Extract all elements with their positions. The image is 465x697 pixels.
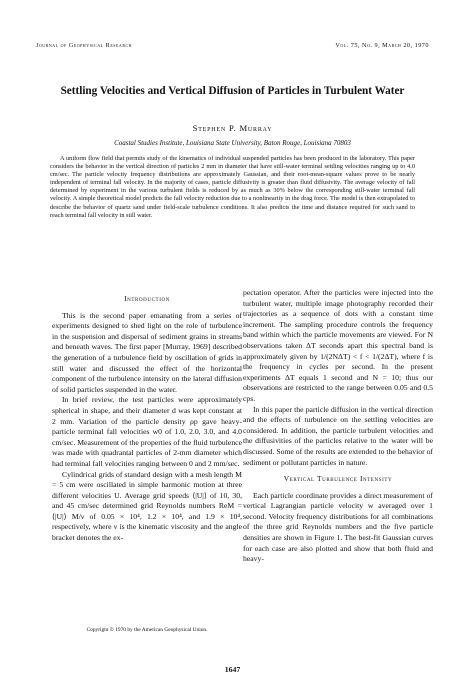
abstract: A uniform flow field that permits study of the kinematics of individual suspended particles has been produced in the laboratory. This paper considers the behavior in the vertical direction of particles 2 mm in diameter that have still-water terminal settling velocities ranging up to 4.0 cm/sec. The particle velocity frequency distributions are approximately Gaussian, and their root-mean-square values prove to be nearly independent of terminal fall velocity. In the majority of cases, particle diffusivity is greater than fluid diffusivity. The average velocity of fall determined by experiment in the various turbulent fields is reduced by as much as 30% below the corresponding still-water terminal fall velocity. A simple theoretical model predicts the fall velocity reduction due to a nonlinearity in the drag force. The model is then extrapolated to describe the behavior of quartz sand under field-scale turbulence conditions. It also predicts the time and distance required for such sand to reach terminal fall velocity in still water. xyxy=(50,155,415,219)
author-name: Stephen P. Murray xyxy=(192,123,273,133)
paragraph: Each particle coordinate provides a direct measurement of vertical Lagrangian particle velocity w averaged over 1 second. Velocity frequency distributions for all combinations of the three grid Reynolds numbers and the five particle densities are shown in Figure 1. The best-fit Gaussian curves for each case are also plotted and show that both fluid and heavy- xyxy=(243,490,433,564)
page-number: 1647 xyxy=(224,665,241,674)
volume-issue: Vol. 75, No. 9, March 20, 1970 xyxy=(335,42,429,49)
paragraph: Cylindrical grids of standard design with a mesh length M = 5 cm were oscillated in simple harmonic motion at three different velocities U. Average grid speeds ⟨|U|⟩ of 10, 30, and 45 cm/sec determined grid Reynolds numbers ReM = ⟨|U|⟩ M/ν of 0.05 × 10⁴, 1.2 × 10⁴, and 1.9 × 10⁴, respectively, where ν is the kinematic viscosity and the angle bracket denotes the ex- xyxy=(52,469,242,543)
author-affiliation: Coastal Studies Institute, Louisiana State University, Baton Rouge, Louisiana 70803 xyxy=(114,139,351,147)
article-title: Settling Velocities and Vertical Diffusion of Particles in Turbulent Water xyxy=(60,85,405,97)
journal-name: Journal of Geophysical Research xyxy=(36,42,133,49)
paragraph: In this paper the particle diffusion in the vertical direction and the effects of turbulence on the settling velocities are considered. In addition, the particle turbulent velocities and the diffusivities of the particles relative to the water will be discussed. Some of the results are extended to the behavior of sediment or pollutant particles in nature. xyxy=(243,404,433,467)
running-head xyxy=(36,42,429,49)
section-heading-introduction: Introduction xyxy=(124,294,170,303)
paragraph: This is the second paper emanating from a series of experiments designed to shed light on the role of turbulence in the suspension and dispersal of sediment grains in streams and beneath waves. The first paper [Murray, 1969] described the generation of a turbulence field by oscillation of grids in still water and discussed the effect of the horizontal component of the turbulence intensity on the lateral diffusion of solid particles suspended in the water. xyxy=(52,310,242,394)
section-heading-vertical-turbulence: Vertical Turbulence Intensity xyxy=(283,474,393,484)
paragraph: In brief review, the test particles were approximately spherical in shape, and their diameter d was kept constant at 2 mm. Variation of the particle density ρp gave heavy-particle terminal fall velocities w0 of 1.0, 2.0, 3.0, and 4.0 cm/sec. Measurement of the properties of the fluid turbulence was made with quadrantal particles of 2-mm diameter which had terminal fall velocities ranging between 0 and 2 mm/sec. xyxy=(52,395,242,468)
right-column xyxy=(243,288,433,565)
paragraph: pectation operator. After the particles were injected into the turbulent water, multiple image photography recorded their trajectories as a sequence of dots with a constant time increment. The sampling procedure controls the frequency band within which the particle movements are viewed. For N observations taken ΔT seconds apart this spectral band is approximately given by 1/(2NΔT) < f < 1/(2ΔT), where f is the frequency in cycles per second. In the present experiments ΔT equals 1 second and N = 10; thus our observations are restricted to the range between 0.05 and 0.5 cps. xyxy=(243,288,433,403)
left-column xyxy=(52,288,242,544)
copyright-footnote: Copyright © 1970 by the American Geophysical Union. xyxy=(86,627,208,633)
